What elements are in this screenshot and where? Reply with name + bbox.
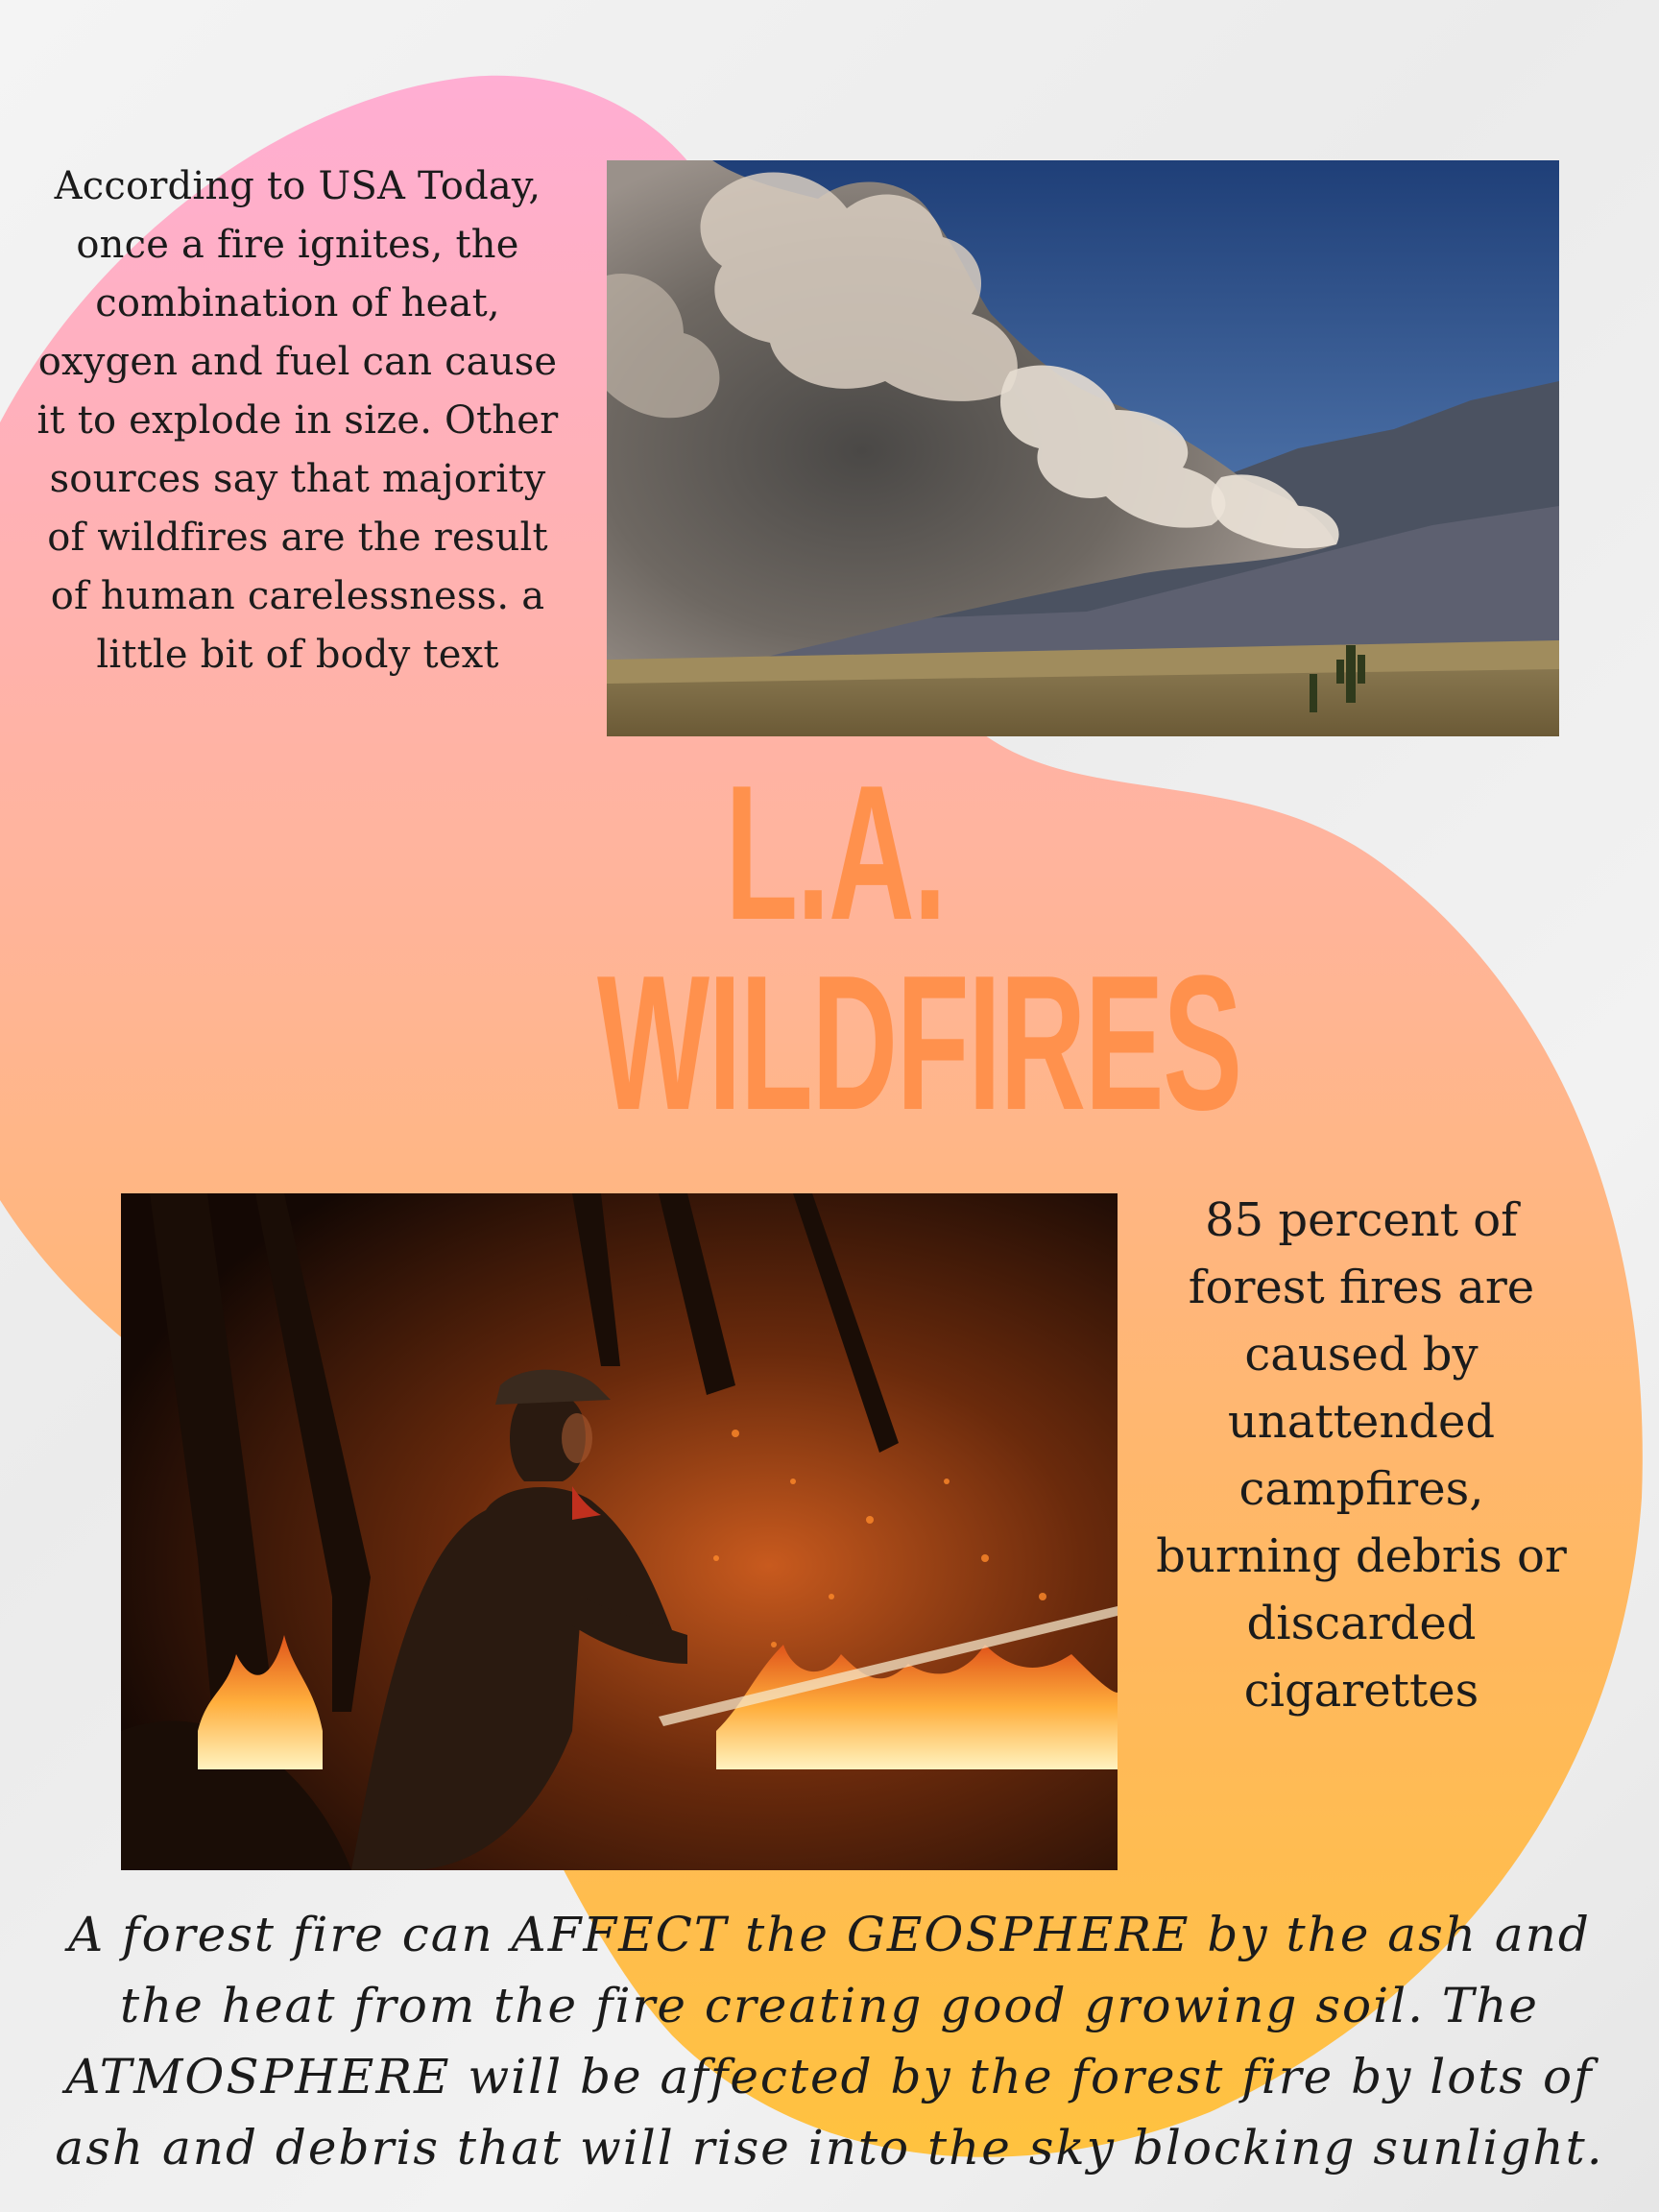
forest-fire-cause-text: 85 percent of forest fires are caused by unattended campfires, burning debris or discarded cigarettes bbox=[1156, 1193, 1567, 1718]
title-line-wildfires: WILDFIRES bbox=[597, 936, 1241, 1150]
firefighter-photo bbox=[121, 1193, 1118, 1870]
page-title bbox=[597, 746, 1241, 1150]
smoke-plume-photo bbox=[607, 160, 1559, 736]
geosphere-atmosphere-text: A forest fire can AFFECT the GEOSPHERE by the ash and the heat from the fire creating good growing soil. The ATMOSPHERE will be affected by the forest fire by lots of ash and debris that will rise into the sky blocking sunlight. bbox=[55, 1907, 1604, 2176]
title-line-la: L.A. bbox=[725, 746, 946, 960]
usa-today-fact-text: According to USA Today, once a fire ignites, the combination of heat, oxygen and fuel can cause it to explode in size. Other sources say that majority of wildfires are the result of human carelessness. a little bit of body text bbox=[36, 164, 559, 677]
